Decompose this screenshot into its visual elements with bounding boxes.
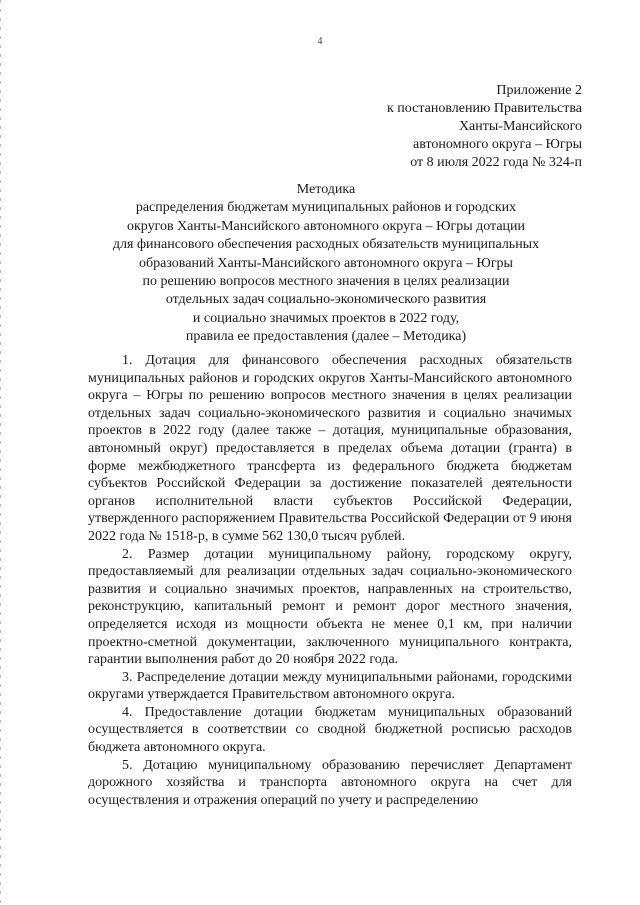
scan-edge-mark xyxy=(0,0,1,905)
paragraph-5: 5. Дотацию муниципальному образованию перечисляет Департамент дорожного хозяйства и транспорта автономного округа на счет для осуществления и отражения операций по учету и распределению xyxy=(88,757,572,808)
appendix-line: Приложение 2 xyxy=(496,83,582,98)
title-line: и социально значимых проектов в 2022 году, xyxy=(192,310,460,326)
document-body xyxy=(88,352,572,809)
appendix-line: от 8 июля 2022 года № 324-п xyxy=(410,155,582,170)
document-title xyxy=(60,181,592,347)
page-number: 4 xyxy=(317,36,323,47)
title-line: образований Ханты-Мансийского автономного округа – Югры xyxy=(139,255,513,271)
paragraph-1: 1. Дотация для финансового обеспечения расходных обязательств муниципальных районов и городских округов Ханты-Мансийского автономного округа – Югры по решению вопросов местного значения в целях реализации отдельных задач социально-экономического развития и социально значимых проектов в 2022 году (далее также – дотация, муниципальные образования, автономный округ) предоставляется в пределах объема дотации (гранта) в форме межбюджетного трансферта из федерального бюджета бюджетам субъектов Российской Федерации за достижение показателей деятельности органов исполнительной власти субъектов Российской Федерации, утвержденного распоряжением Правительства Российской Федерации от 9 июня 2022 года № 1518-р, в сумме 562 130,0 тысяч рублей. xyxy=(88,353,572,544)
title-line: распределения бюджетам муниципальных районов и городских xyxy=(135,200,517,216)
title-line: по решению вопросов местного значения в целях реализации xyxy=(142,274,510,290)
paragraph-2: 2. Размер дотации муниципальному району, городскому округу, предоставляемый для реализации отдельных задач социально-экономического развития и социально значимых проектов, направленных на строительство, реконструкцию, капитальный ремонт и ремонт дорог местного значения, определяется исходя из мощности объекта не менее 0,1 км, при наличии проектно-сметной документации, заключенного муниципального контракта, гарантии выполнения работ до 20 ноября 2022 года. xyxy=(88,546,572,668)
title-line: для финансового обеспечения расходных обязательств муниципальных xyxy=(112,237,540,253)
appendix-line: к постановлению Правительства xyxy=(386,101,582,116)
title-line: округов Ханты-Мансийского автономного округа – Югры дотации xyxy=(126,218,526,234)
paragraph-3: 3. Распределение дотации между муниципальными районами, городскими округами утверждается Правительством автономного округа. xyxy=(88,669,572,703)
appendix-block xyxy=(387,82,582,172)
paragraph-4: 4. Предоставление дотации бюджетам муниципальных образований осуществляется в соответствии со сводной бюджетной росписью расходов бюджета автономного округа. xyxy=(88,704,572,756)
title-line: отдельных задач социально-экономического развития xyxy=(165,292,487,308)
appendix-line: автономного округа – Югры xyxy=(413,137,582,152)
title-line: правила ее предоставления (далее – Методика) xyxy=(185,329,467,345)
title-heading: Методика xyxy=(296,182,356,197)
appendix-line: Ханты-Мансийского xyxy=(458,119,582,134)
